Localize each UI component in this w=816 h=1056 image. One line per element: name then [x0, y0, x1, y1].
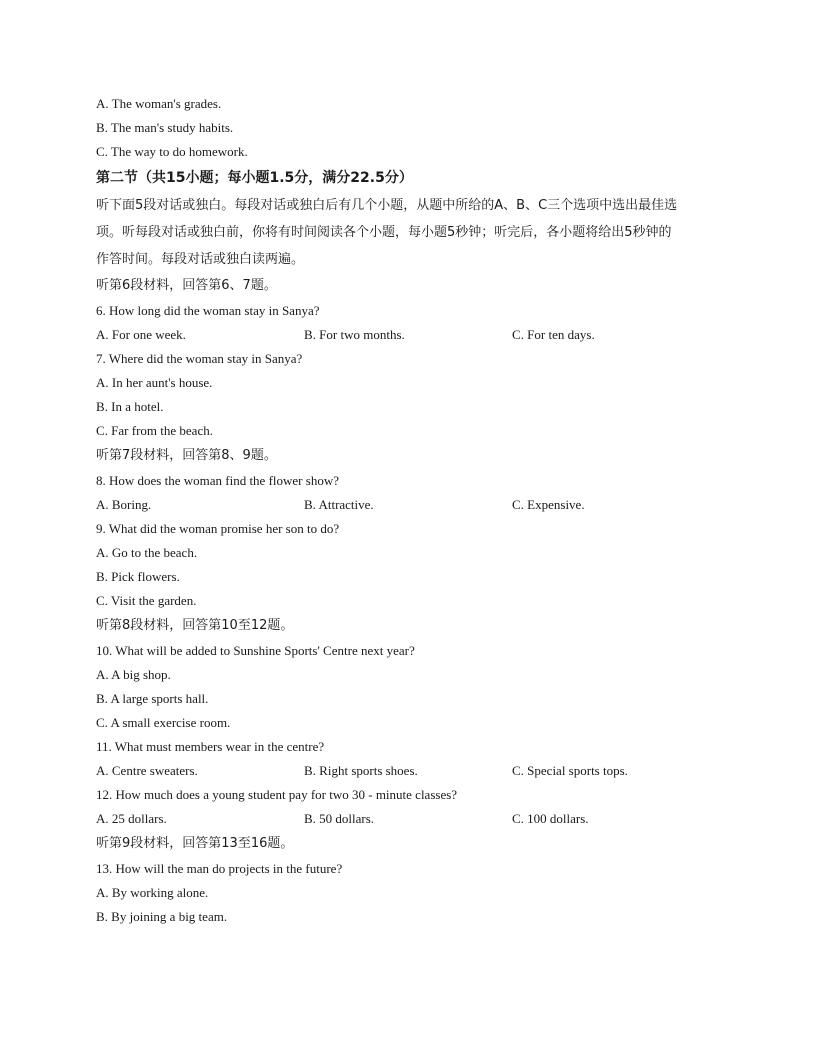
option-b: B. 50 dollars. — [304, 811, 375, 826]
option-a: A. A big shop. — [96, 667, 171, 682]
option-b: B. In a hotel. — [96, 399, 164, 414]
option-b: B. Pick flowers. — [96, 569, 180, 584]
material-8-header: 听第8段材料，回答第10至12题。 — [96, 618, 294, 633]
option-c: C. A small exercise room. — [96, 715, 231, 730]
option-b: B. A large sports hall. — [96, 691, 209, 706]
option-b: B. For two months. — [304, 327, 405, 342]
option-a: A. 25 dollars. — [96, 811, 167, 826]
question-13: 13. How will the man do projects in the future? — [96, 861, 343, 876]
option-c: C. For ten days. — [512, 327, 595, 342]
option-a: A. In her aunt's house. — [96, 375, 213, 390]
option-a: A. Centre sweaters. — [96, 763, 198, 778]
option-c: C. Far from the beach. — [96, 423, 213, 438]
instruction-line-2: 项。听每段对话或独白前，你将有时间阅读各个小题，每小题5秒钟；听完后，各小题将给出5秒钟的 — [96, 225, 672, 240]
question-6-options — [96, 323, 736, 347]
option-b: B. By joining a big team. — [96, 909, 228, 924]
material-7-header: 听第7段材料，回答第8、9题。 — [96, 448, 277, 463]
question-7: 7. Where did the woman stay in Sanya? — [96, 351, 303, 366]
instruction-line-1: 听下面5段对话或独白。每段对话或独白后有几个小题，从题中所给的A、B、C三个选项中选出最佳选 — [96, 198, 678, 213]
option-b: B. Attractive. — [304, 497, 374, 512]
material-6-header: 听第6段材料，回答第6、7题。 — [96, 278, 277, 293]
instruction-line-3: 作答时间。每段对话或独白读两遍。 — [96, 252, 305, 267]
section-heading: 第二节（共15小题；每小题1.5分，满分22.5分） — [96, 170, 413, 186]
question-11-options — [96, 759, 736, 783]
option-a-previous: A. The woman's grades. — [96, 96, 222, 111]
question-10: 10. What will be added to Sunshine Sports' Centre next year? — [96, 643, 415, 658]
option-c: C. Visit the garden. — [96, 593, 197, 608]
option-a: A. For one week. — [96, 327, 186, 342]
question-12-options — [96, 807, 736, 831]
option-a: A. By working alone. — [96, 885, 209, 900]
document-page — [96, 92, 736, 929]
material-9-header: 听第9段材料，回答第13至16题。 — [96, 836, 294, 851]
option-c: C. Expensive. — [512, 497, 585, 512]
question-8: 8. How does the woman find the flower show? — [96, 473, 339, 488]
option-c: C. 100 dollars. — [512, 811, 589, 826]
question-9: 9. What did the woman promise her son to do? — [96, 521, 340, 536]
option-b-previous: B. The man's study habits. — [96, 120, 234, 135]
option-a: A. Boring. — [96, 497, 152, 512]
option-c: C. Special sports tops. — [512, 763, 628, 778]
option-b: B. Right sports shoes. — [304, 763, 418, 778]
question-8-options — [96, 493, 736, 517]
option-c-previous: C. The way to do homework. — [96, 144, 248, 159]
question-6: 6. How long did the woman stay in Sanya? — [96, 303, 320, 318]
question-12: 12. How much does a young student pay for two 30 - minute classes? — [96, 787, 458, 802]
question-11: 11. What must members wear in the centre? — [96, 739, 325, 754]
option-a: A. Go to the beach. — [96, 545, 198, 560]
